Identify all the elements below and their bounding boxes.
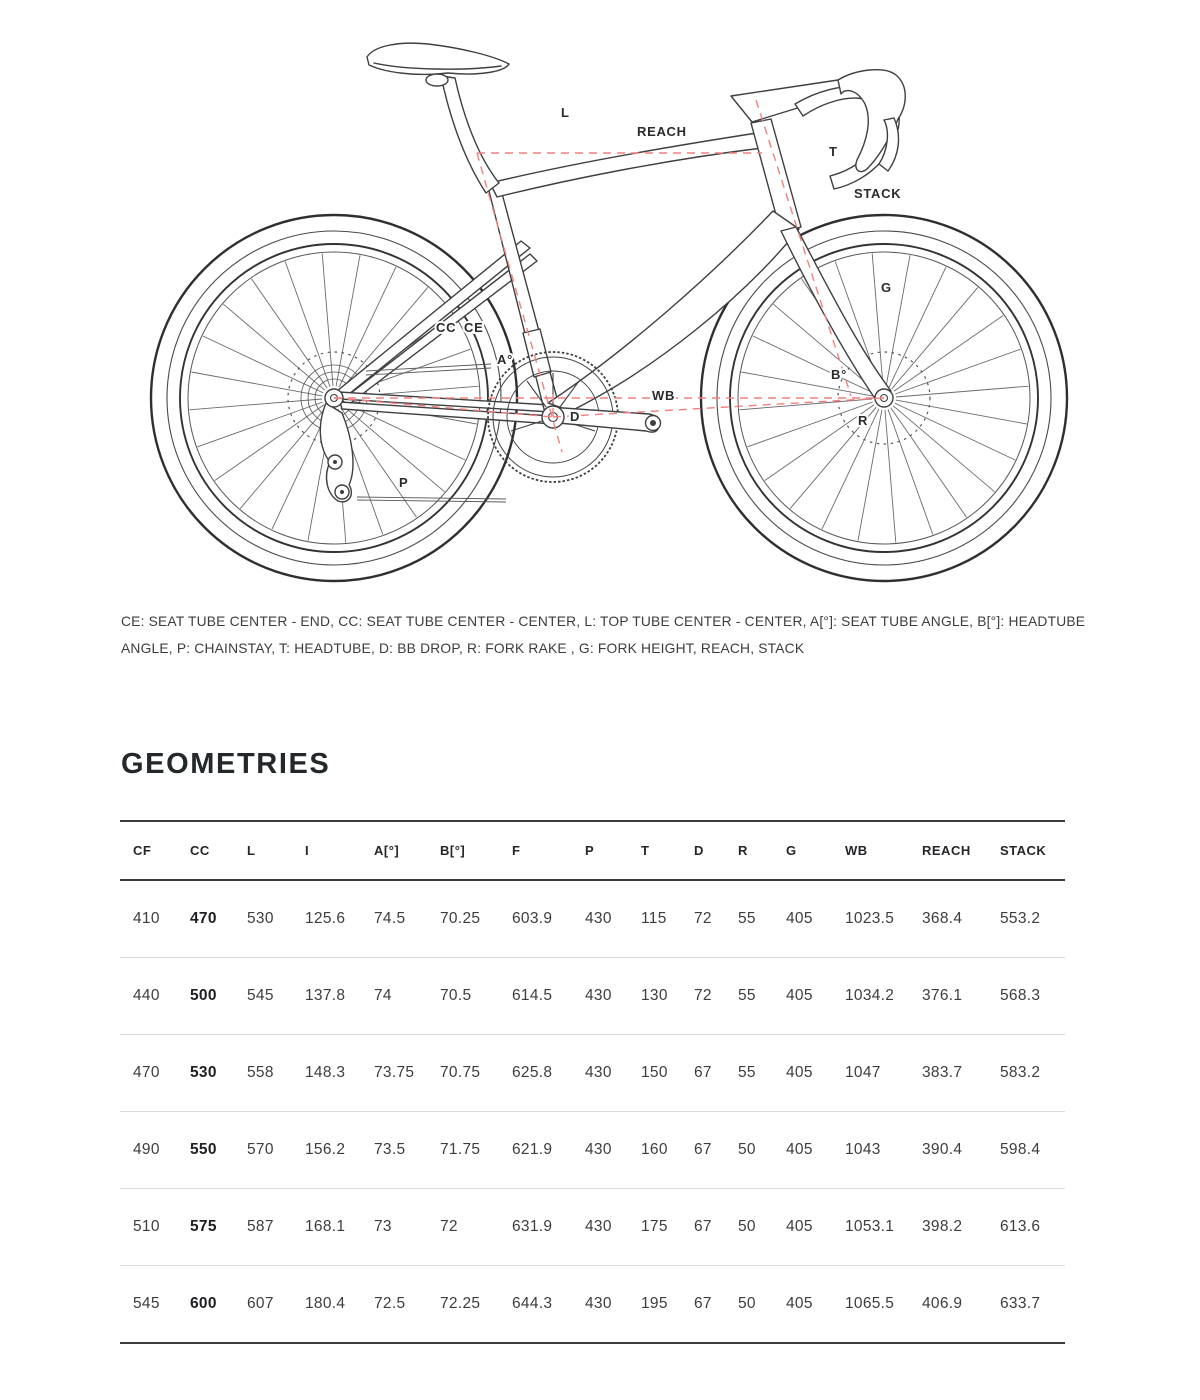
- table-cell: 633.7: [987, 1266, 1065, 1344]
- table-cell: 410: [133, 910, 160, 927]
- table-cell: 490: [120, 1112, 177, 1189]
- table-cell: 614.5: [499, 958, 572, 1035]
- table-cell: 510: [120, 1189, 177, 1266]
- table-cell: 430: [585, 910, 612, 927]
- table-cell: 72: [694, 910, 712, 927]
- legend-line-1: CE: SEAT TUBE CENTER - END, CC: SEAT TUBE CENTER - CENTER, L: TOP TUBE CENTER - CENTER, A[°]: SEAT TUBE ANGLE, B[°]: HEADTUBE: [121, 614, 1086, 629]
- table-cell: 405: [786, 910, 813, 927]
- table-cell: 613.6: [987, 1189, 1065, 1266]
- table-cell: 545: [120, 1266, 177, 1344]
- table-cell: 550: [177, 1112, 234, 1189]
- label-bb-drop: D: [570, 409, 581, 424]
- table-cell: 73.5: [361, 1112, 427, 1189]
- table-cell: 625.8: [499, 1035, 572, 1112]
- table-cell: 137.8: [292, 958, 361, 1035]
- table-row: [120, 1035, 1065, 1112]
- table-cell: 587: [234, 1189, 292, 1266]
- table-cell: 70.75: [427, 1035, 499, 1112]
- table-cell: 72: [681, 958, 725, 1035]
- table-cell: 607: [234, 1266, 292, 1344]
- legend-text: [121, 608, 1101, 662]
- table-cell: 73.75: [361, 1035, 427, 1112]
- column-header: REACH: [909, 821, 987, 880]
- table-cell: 376.1: [909, 958, 987, 1035]
- table-cell: 180.4: [292, 1266, 361, 1344]
- table-cell: 583.2: [987, 1035, 1065, 1112]
- legend-line-2: ANGLE, P: CHAINSTAY, T: HEADTUBE, D: BB DROP, R: FORK RAKE , G: FORK HEIGHT, REACH, STACK: [121, 641, 805, 656]
- table-header-row: [120, 821, 1065, 880]
- table-cell: 175: [628, 1189, 681, 1266]
- column-header: I: [292, 821, 361, 880]
- table-cell: 72.5: [361, 1266, 427, 1344]
- table-cell: 430: [572, 1035, 628, 1112]
- table-cell: 70.5: [427, 958, 499, 1035]
- label-head-angle: B°: [831, 367, 847, 382]
- table-cell: 405: [773, 1189, 832, 1266]
- table-cell: 55: [725, 958, 773, 1035]
- label-fork-rake: R: [858, 413, 869, 428]
- column-header: A[°]: [361, 821, 427, 880]
- column-header: CF: [120, 821, 177, 880]
- table-cell: 67: [681, 1035, 725, 1112]
- table-cell: 500: [177, 958, 234, 1035]
- table-cell: 368.4: [922, 910, 963, 927]
- table-cell: 1023.5: [845, 910, 895, 927]
- column-header: P: [572, 821, 628, 880]
- table-row: [120, 1266, 1065, 1344]
- table-cell: 1047: [832, 1035, 909, 1112]
- table-row: [120, 880, 1065, 958]
- saddle: [367, 43, 509, 86]
- table-cell: 150: [628, 1035, 681, 1112]
- column-header: G: [773, 821, 832, 880]
- column-header: L: [234, 821, 292, 880]
- table-row: [120, 958, 1065, 1035]
- table-cell: 74: [361, 958, 427, 1035]
- column-header: B[°]: [427, 821, 499, 880]
- table-cell: 1034.2: [832, 958, 909, 1035]
- column-header: CC: [177, 821, 234, 880]
- label-top-tube: L: [561, 105, 570, 120]
- table-cell: 148.3: [292, 1035, 361, 1112]
- table-cell: 71.75: [427, 1112, 499, 1189]
- table-cell: 50: [725, 1189, 773, 1266]
- table-cell: 1043: [832, 1112, 909, 1189]
- table-cell: 168.1: [292, 1189, 361, 1266]
- column-header: WB: [832, 821, 909, 880]
- table-cell: 405: [773, 1035, 832, 1112]
- table-cell: 55: [725, 1035, 773, 1112]
- label-chainstay: P: [399, 475, 409, 490]
- table-cell: 390.4: [909, 1112, 987, 1189]
- table-cell: 570: [234, 1112, 292, 1189]
- table-cell: 67: [681, 1266, 725, 1344]
- label-reach: REACH: [637, 124, 687, 139]
- table-cell: 621.9: [499, 1112, 572, 1189]
- table-cell: 553.2: [1000, 910, 1041, 927]
- table-cell: 530: [247, 910, 274, 927]
- table-cell: 156.2: [292, 1112, 361, 1189]
- label-stack: STACK: [854, 186, 902, 201]
- table-cell: 55: [738, 910, 756, 927]
- table-cell: 125.6: [305, 910, 346, 927]
- label-wheelbase: WB: [652, 388, 676, 403]
- table-cell: 405: [773, 958, 832, 1035]
- table-row: [120, 1112, 1065, 1189]
- bike-geometry-diagram: [0, 0, 1200, 600]
- table-cell: 115: [641, 910, 667, 927]
- table-cell: 440: [120, 958, 177, 1035]
- table-row: [120, 1189, 1065, 1266]
- table-cell: 405: [773, 1266, 832, 1344]
- column-header: R: [725, 821, 773, 880]
- table-cell: 430: [572, 1266, 628, 1344]
- table-cell: 74.5: [374, 910, 406, 927]
- column-header: F: [499, 821, 572, 880]
- table-cell: 644.3: [499, 1266, 572, 1344]
- table-cell: 1065.5: [832, 1266, 909, 1344]
- table-cell: 600: [177, 1266, 234, 1344]
- table-cell: 70.25: [440, 910, 481, 927]
- label-cc: CC: [436, 320, 457, 335]
- table-cell: 195: [628, 1266, 681, 1344]
- table-cell: 405: [773, 1112, 832, 1189]
- table-cell: 545: [234, 958, 292, 1035]
- table-cell: 50: [725, 1112, 773, 1189]
- table-cell: 603.9: [512, 910, 553, 927]
- table-cell: 72: [427, 1189, 499, 1266]
- geometries-table: [120, 820, 1065, 1344]
- table-cell: 72.25: [427, 1266, 499, 1344]
- table-cell: 406.9: [909, 1266, 987, 1344]
- label-fork-height: G: [881, 280, 892, 295]
- table-cell: 130: [628, 958, 681, 1035]
- table-cell: 568.3: [987, 958, 1065, 1035]
- column-header: STACK: [987, 821, 1065, 880]
- table-cell: 530: [177, 1035, 234, 1112]
- column-header: D: [681, 821, 725, 880]
- table-cell: 430: [572, 958, 628, 1035]
- section-title: GEOMETRIES: [121, 748, 331, 781]
- table-cell: 67: [681, 1112, 725, 1189]
- label-seat-angle: A°: [497, 352, 513, 367]
- table-cell: 67: [681, 1189, 725, 1266]
- table-cell: 430: [572, 1189, 628, 1266]
- table-cell: 598.4: [987, 1112, 1065, 1189]
- table-cell: 383.7: [909, 1035, 987, 1112]
- table-cell: 398.2: [909, 1189, 987, 1266]
- table-cell: 470: [120, 1035, 177, 1112]
- table-cell: 575: [177, 1189, 234, 1266]
- label-headtube: T: [829, 144, 838, 159]
- table-cell: 631.9: [499, 1189, 572, 1266]
- table-cell: 50: [725, 1266, 773, 1344]
- table-cell: 73: [361, 1189, 427, 1266]
- table-cell: 558: [234, 1035, 292, 1112]
- table-cell: 470: [190, 910, 217, 927]
- table-cell: 1053.1: [832, 1189, 909, 1266]
- column-header: T: [628, 821, 681, 880]
- label-ce: CE: [464, 320, 484, 335]
- table-cell: 160: [628, 1112, 681, 1189]
- table-cell: 430: [572, 1112, 628, 1189]
